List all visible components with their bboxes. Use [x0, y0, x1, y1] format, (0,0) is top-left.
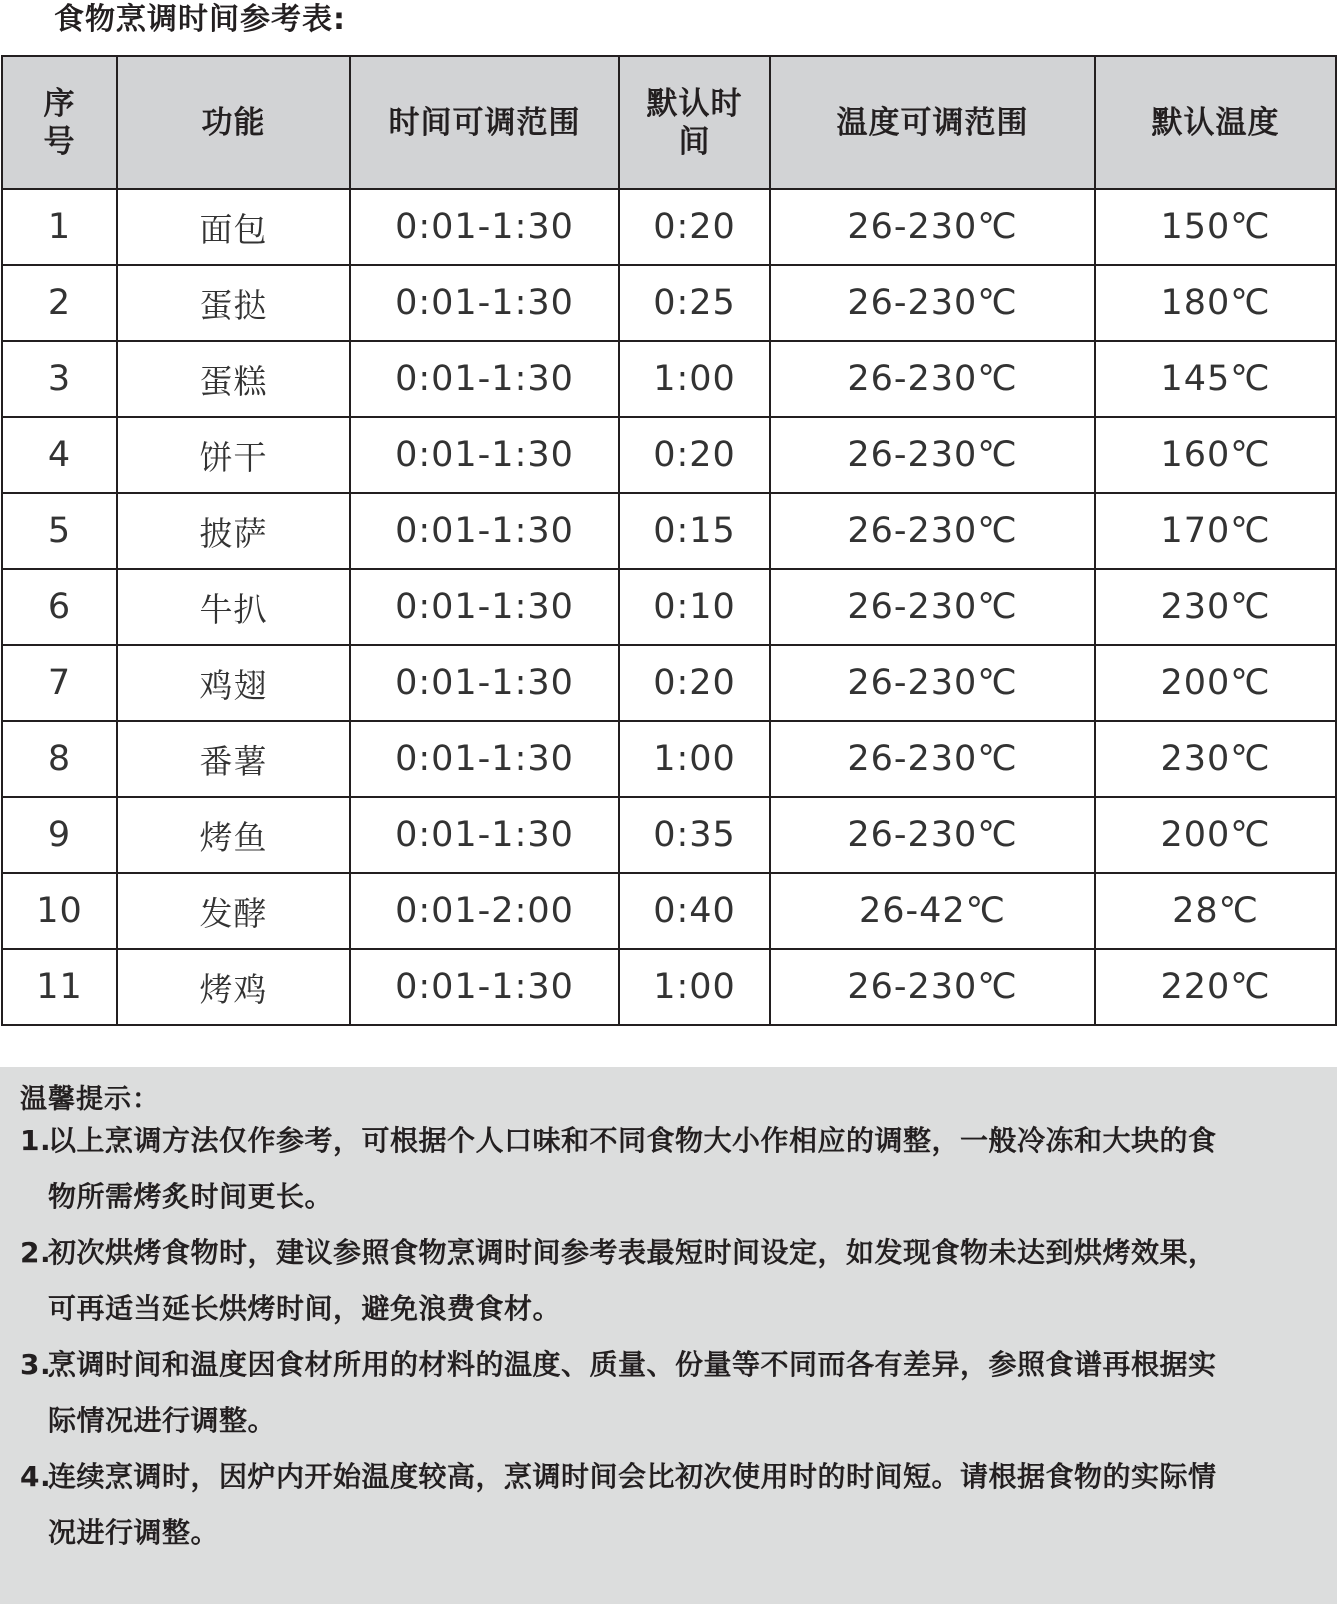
tip-text: 以上烹调方法仅作参考，可根据个人口味和不同食物大小作相应的调整，一般冷冻和大块的食 [48, 1124, 1217, 1157]
cell-default-time: 0:20 [619, 417, 770, 493]
tip-text: 连续烹调时，因炉内开始温度较高，烹调时间会比初次使用时的时间短。请根据食物的实际情 [48, 1460, 1217, 1493]
cell-default-time: 1:00 [619, 341, 770, 417]
tips-box [0, 1067, 1337, 1604]
cell-temp-range: 26-230℃ [770, 721, 1095, 797]
cell-temp-range: 26-230℃ [770, 493, 1095, 569]
cell-default-temp: 180℃ [1095, 265, 1336, 341]
tip-number: 1. [20, 1124, 52, 1157]
page-title: 食物烹调时间参考表: [54, 2, 346, 37]
cell-default-temp: 170℃ [1095, 493, 1336, 569]
table-row [2, 721, 1336, 797]
tip-text-continued: 物所需烤炙时间更长。 [48, 1180, 334, 1213]
cell-temp-range: 26-230℃ [770, 341, 1095, 417]
table-row [2, 949, 1336, 1025]
table-row [2, 189, 1336, 265]
cell-temp-range: 26-230℃ [770, 189, 1095, 265]
table-row [2, 645, 1336, 721]
cell-default-time: 0:15 [619, 493, 770, 569]
header-time-range: 时间可调范围 [350, 56, 619, 189]
table-row [2, 493, 1336, 569]
tips-heading: 温馨提示： [20, 1084, 160, 1115]
cell-default-time: 0:20 [619, 645, 770, 721]
cell-time-range: 0:01-1:30 [350, 341, 619, 417]
cell-time-range: 0:01-1:30 [350, 569, 619, 645]
cell-temp-range: 26-230℃ [770, 417, 1095, 493]
table-row [2, 569, 1336, 645]
table-row [2, 341, 1336, 417]
cell-index: 3 [2, 341, 117, 417]
cell-time-range: 0:01-1:30 [350, 417, 619, 493]
table-row [2, 873, 1336, 949]
header-index: 序 号 [2, 56, 117, 189]
cell-function: 披萨 [117, 493, 350, 569]
cell-function: 蛋挞 [117, 265, 350, 341]
tip-number: 4. [20, 1460, 52, 1493]
cell-index: 6 [2, 569, 117, 645]
cell-default-time: 0:40 [619, 873, 770, 949]
cell-default-temp: 200℃ [1095, 797, 1336, 873]
cell-time-range: 0:01-1:30 [350, 493, 619, 569]
cell-time-range: 0:01-1:30 [350, 265, 619, 341]
cell-index: 11 [2, 949, 117, 1025]
cell-default-time: 1:00 [619, 721, 770, 797]
cell-default-time: 1:00 [619, 949, 770, 1025]
cell-default-temp: 220℃ [1095, 949, 1336, 1025]
tip-text-continued: 际情况进行调整。 [48, 1404, 277, 1437]
cell-temp-range: 26-230℃ [770, 949, 1095, 1025]
cell-index: 7 [2, 645, 117, 721]
cell-time-range: 0:01-1:30 [350, 189, 619, 265]
tip-item-3 [20, 1337, 1330, 1449]
cell-default-temp: 230℃ [1095, 569, 1336, 645]
cell-function: 烤鱼 [117, 797, 350, 873]
cell-default-temp: 200℃ [1095, 645, 1336, 721]
cell-temp-range: 26-230℃ [770, 645, 1095, 721]
cell-default-temp: 230℃ [1095, 721, 1336, 797]
cell-time-range: 0:01-1:30 [350, 721, 619, 797]
cell-function: 面包 [117, 189, 350, 265]
tip-text: 初次烘烤食物时，建议参照食物烹调时间参考表最短时间设定，如发现食物未达到烘烤效果， [48, 1236, 1217, 1269]
tip-number: 2. [20, 1236, 52, 1269]
cell-index: 5 [2, 493, 117, 569]
header-temp-range: 温度可调范围 [770, 56, 1095, 189]
cell-temp-range: 26-42℃ [770, 873, 1095, 949]
header-default-time: 默认时 间 [619, 56, 770, 189]
cell-index: 10 [2, 873, 117, 949]
cell-function: 饼干 [117, 417, 350, 493]
cell-index: 2 [2, 265, 117, 341]
cell-index: 8 [2, 721, 117, 797]
cell-time-range: 0:01-1:30 [350, 797, 619, 873]
table-row [2, 265, 1336, 341]
tip-text: 烹调时间和温度因食材所用的材料的温度、质量、份量等不同而各有差异，参照食谱再根据实 [48, 1348, 1217, 1381]
cooking-time-table [1, 55, 1337, 1026]
table-header-row [2, 56, 1336, 189]
cell-temp-range: 26-230℃ [770, 569, 1095, 645]
table-row [2, 417, 1336, 493]
cell-temp-range: 26-230℃ [770, 797, 1095, 873]
cell-default-time: 0:25 [619, 265, 770, 341]
cell-function: 番薯 [117, 721, 350, 797]
cell-default-temp: 28℃ [1095, 873, 1336, 949]
cell-index: 9 [2, 797, 117, 873]
cell-index: 4 [2, 417, 117, 493]
cell-function: 蛋糕 [117, 341, 350, 417]
cell-time-range: 0:01-2:00 [350, 873, 619, 949]
table-row [2, 797, 1336, 873]
tip-item-1 [20, 1113, 1330, 1225]
cell-default-time: 0:20 [619, 189, 770, 265]
cell-default-temp: 150℃ [1095, 189, 1336, 265]
tip-item-2 [20, 1225, 1330, 1337]
header-function: 功能 [117, 56, 350, 189]
cell-default-temp: 160℃ [1095, 417, 1336, 493]
cell-default-time: 0:35 [619, 797, 770, 873]
cell-function: 烤鸡 [117, 949, 350, 1025]
tip-item-4 [20, 1449, 1330, 1561]
cell-temp-range: 26-230℃ [770, 265, 1095, 341]
cell-default-temp: 145℃ [1095, 341, 1336, 417]
cell-function: 牛扒 [117, 569, 350, 645]
tip-text-continued: 况进行调整。 [48, 1516, 220, 1549]
cell-time-range: 0:01-1:30 [350, 645, 619, 721]
tip-text-continued: 可再适当延长烘烤时间，避免浪费食材。 [48, 1292, 562, 1325]
cell-function: 发酵 [117, 873, 350, 949]
tip-number: 3. [20, 1348, 52, 1381]
cell-function: 鸡翅 [117, 645, 350, 721]
cell-index: 1 [2, 189, 117, 265]
cell-default-time: 0:10 [619, 569, 770, 645]
cell-time-range: 0:01-1:30 [350, 949, 619, 1025]
header-default-temp: 默认温度 [1095, 56, 1336, 189]
